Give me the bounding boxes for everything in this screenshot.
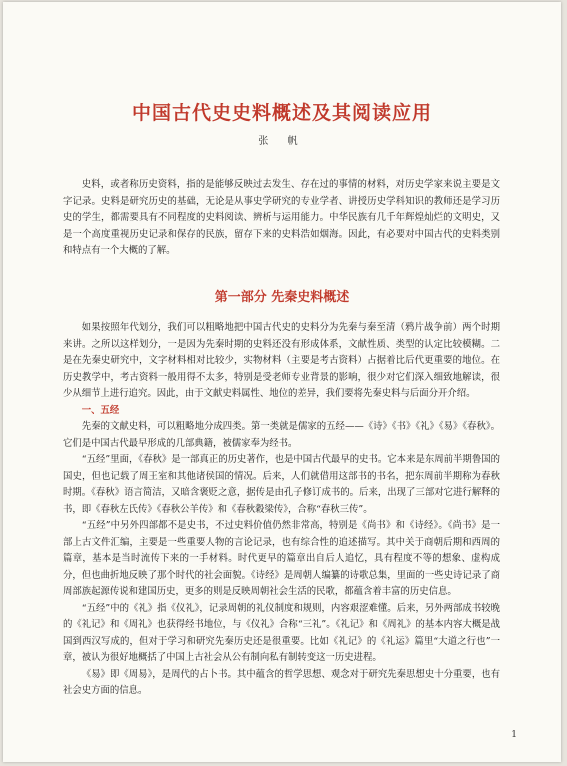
- section-title: 第一部分 先秦史料概述: [214, 290, 350, 305]
- intro-section: [63, 177, 500, 260]
- document-title: 中国古代史史料概述及其阅读应用: [131, 102, 432, 124]
- intro-paragraph: 史料，或者称历史资料，指的是能够反映过去发生、存在过的事情的材料，对历史学家来说主要是文字记录。史料是研究历史的基础，无论是从事史学研究的专业学者、讲授历史学科知识的教师还是学习历史的学生，都需要具有不同程度的史料阅读、辨析与运用能力。中华民族有几千年辉煌灿烂的文明史，又是一个高度重视历史记录和保存的民族，留存下来的史料浩如烟海。因此，有必要对中国古代的史料类别和特点有一个大概的了解。: [63, 179, 500, 256]
- document-author: 张 帆: [258, 136, 306, 147]
- body-paragraph: “五经”里面，《春秋》是一部真正的历史著作，也是中国古代最早的史书。它本来是东周前半期鲁国的国史，但也记载了周王室和其他诸侯国的情况。后来，人们就借用这部书的书名，把东周前半期称为春秋时期。《春秋》语言简洁，又暗含褒贬之意，据传是由孔子修订成书的。后来，出现了三部对它进行解释的书，即《春秋左氏传》《春秋公羊传》和《春秋穀梁传》，合称“春秋三传”。: [63, 454, 500, 515]
- document-page: [3, 2, 561, 762]
- body-paragraph: 《易》即《周易》，是周代的占卜书。其中蕴含的哲学思想、观念对于研究先秦思想史十分重要，也有社会史方面的信息。: [63, 668, 500, 696]
- subheading: 一、五经: [81, 404, 120, 416]
- body-paragraph: 先秦的文献史料，可以粗略地分成四类。第一类就是儒家的五经——《诗》《书》《礼》《易》《春秋》。它们是中国古代最早形成的几部典籍，被儒家奉为经书。: [63, 421, 500, 449]
- body-paragraph: “五经”中另外四部都不是史书，不过史料价值仍然非常高，特别是《尚书》和《诗经》。《尚书》是一部上古文件汇编，主要是一些重要人物的言论记录，也有综合性的追述描写。其中关于商朝后期和西周的篇章，基本是当时流传下来的一手材料。时代更早的篇章出自后人追忆，具有程度不等的想象、虚构成分，但也曲折地反映了那个时代的社会面貌。《诗经》是周朝人编纂的诗歌总集，里面的一些史诗记录了商周部族起源传说和建国历史，更多的则是反映周朝社会生活的民歌，都蕴含着丰富的历史信息。: [63, 520, 500, 597]
- body-paragraph: “五经”中的《礼》指《仪礼》，记录周朝的礼仪制度和规则，内容艰涩难懂。后来，另外两部成书较晚的《礼记》和《周礼》也获得经书地位，与《仪礼》合称“三礼”。《礼记》和《周礼》的基本内容大概是战国到西汉写成的，但对于学习和研究先秦历史还是很重要。比如《礼记》的《礼运》篇里“大道之行也”一章，被认为很好地概括了中国上古社会从公有制向私有制转变这一历史进程。: [63, 602, 500, 663]
- main-section: [63, 320, 500, 700]
- page-number: 1: [511, 730, 517, 740]
- section-intro-paragraph: 如果按照年代划分，我们可以粗略地把中国古代史的史料分为先秦与秦至清（鸦片战争前）两个时期来讲。之所以这样划分，一是因为先秦时期的史料还没有形成体系，文献性质、类型的认定比较模糊。二是在先秦史研究中，文字材料相对比较少，实物材料（主要是考古资料）占据着比后代更重要的地位。在历史教学中，考古资料一般用得不太多，特别是受老师专业背景的影响，很少对它们深入细致地解读，很少从细节上进行追究。因此，由于文献史料属性、地位的差异，我们要将先秦史料与后面分开介绍。: [63, 322, 500, 399]
